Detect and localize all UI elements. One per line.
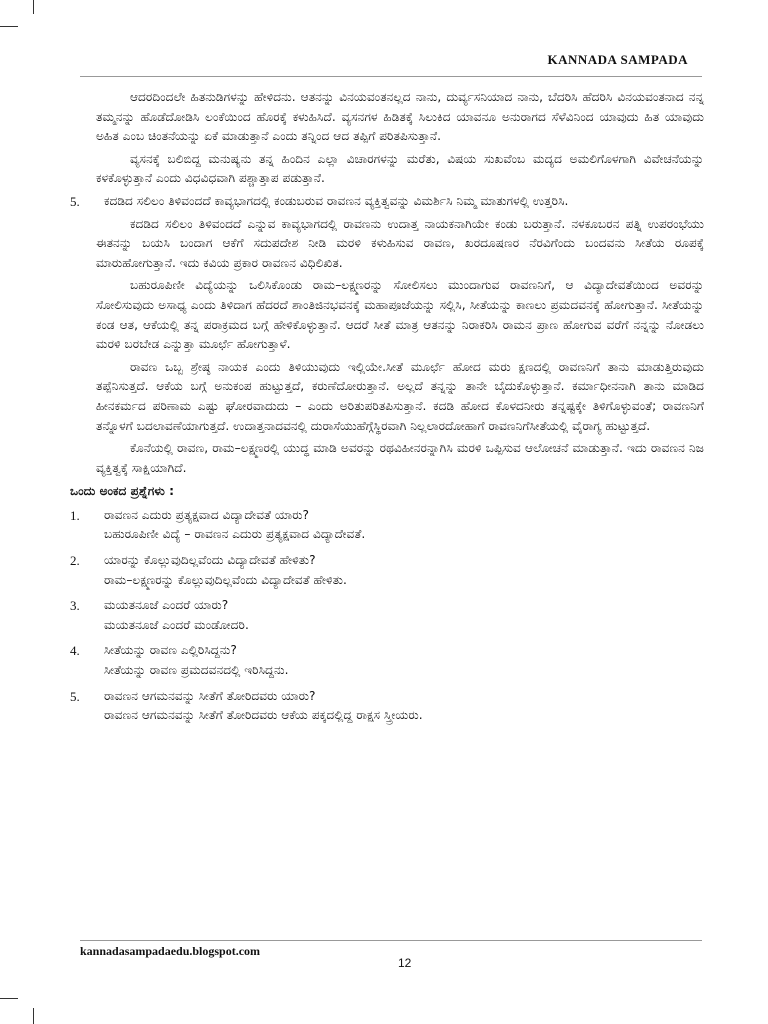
section-title: ಒಂದು ಅಂಕದ ಪ್ರಶ್ನೆಗಳು : (70, 484, 174, 499)
qa-item (70, 596, 704, 635)
answer-text: ರಾಮ–ಲಕ್ಷ್ಮಣರನ್ನು ಕೊಲ್ಲುವುದಿಲ್ಲವೆಂದು ವಿದ್ಯಾದೇವತೆ ಹೇಳಿತು. (104, 572, 347, 587)
header-rule (80, 76, 702, 77)
answer-text: ಮಯತನೂಜೆ ಎಂದರೆ ಮಂಡೋದರಿ. (104, 617, 249, 632)
question (70, 551, 704, 571)
footer-rule (80, 940, 702, 941)
crop-mark (0, 26, 18, 27)
question-number: 4. (70, 643, 80, 659)
answer-text: ಸೀತೆಯನ್ನು ರಾವಣ ಪ್ರಮದವನದಲ್ಲಿ ಇರಿಸಿದ್ದನು. (104, 663, 289, 678)
paragraph: ಬಹುರೂಪಿಣೀ ವಿದ್ಯೆಯನ್ನು ಒಲಿಸಿಕೊಂಡು ರಾಮ–ಲಕ್ಷ್ಮಣರನ್ನು ಸೋಲಿಸಲು ಮುಂದಾಗುವ ರಾವಣನಿಗೆ, ಆ ವಿದ್ಯಾದೇವತೆಯಿಂದ ಅವರನ್ನು ಸೋಲಿಸುವುದು ಅಸಾಧ್ಯ ಎಂದು ತಿಳಿದಾಗ ಹೆದರದೆ ಶಾಂತಿಜಿನಭವನಕ್ಕೆ ಮಹಾಪೂಜೆಯನ್ನು ಸಲ್ಲಿಸಿ, ಸೀತೆಯನ್ನು ಕಾಣಲು ಪ್ರಮದವನಕ್ಕೆ ಹೋಗುತ್ತಾನೆ. ಸೀತೆಯನ್ನು ಕಂಡ ಆತ, ಆಕೆಯಲ್ಲಿ ತನ್ನ ಪರಾಕ್ರಮದ ಬಗ್ಗೆ ಹೇಳಿಕೊಳ್ಳುತ್ತಾನೆ. ಆದರೆ ಸೀತೆ ಮಾತ್ರ ಆತನನ್ನು ನಿರಾಕರಿಸಿ ರಾಮನ ಪ್ರಾಣ ಹೋಗುವ ವರೆಗೆ ನನ್ನನ್ನು ನೋಡಲು ಮರಳಿ ಬರಬೇಡ ಎನ್ನುತ್ತಾ ಮೂರ್ಛೆ ಹೋಗುತ್ತಾಳೆ. (96, 278, 704, 352)
crop-mark (0, 998, 18, 999)
question (70, 192, 704, 212)
crop-mark (33, 1008, 34, 1024)
qa-item (70, 506, 704, 545)
footer-blog-link[interactable]: kannadasampadaedu.blogspot.com (80, 944, 261, 958)
qa-item (70, 551, 704, 590)
question-number: 3. (70, 598, 80, 614)
question-text: ರಾವಣನ ಎದುರು ಪ್ರತ್ಯಕ್ಷವಾದ ವಿದ್ಯಾದೇವತೆ ಯಾರು? (104, 507, 309, 522)
paragraph: ವ್ಯಸನಕ್ಕೆ ಬಲಿಬಿದ್ದ ಮನುಷ್ಯನು ತನ್ನ ಹಿಂದಿನ ಎಲ್ಲಾ ವಿಚಾರಗಳನ್ನು ಮರೆತು, ವಿಷಯ ಸುಖವೆಂಬ ಮದ್ಯದ ಅಮಲಿಗೊಳಗಾಗಿ ವಿವೇಚನೆಯನ್ನು ಕಳಕೊಳ್ಳುತ್ತಾನೆ ಎಂದು ವಿಧವಿಧವಾಗಿ ಪಶ್ಚಾತ್ತಾಪ ಪಡುತ್ತಾನೆ. (96, 151, 704, 186)
question (70, 641, 704, 661)
question-number: 1. (70, 507, 80, 523)
paragraph: ಕೊನೆಯಲ್ಲಿ ರಾವಣ, ರಾಮ–ಲಕ್ಷ್ಮಣರಲ್ಲಿ ಯುದ್ಧ ಮಾಡಿ ಅವರನ್ನು ರಥವಿಹೀನರನ್ನಾಗಿಸಿ ಮರಳಿ ಒಪ್ಪಿಸುವ ಆಲೋಚನೆ ಮಾಡುತ್ತಾನೆ. ಇದು ರಾವಣನ ನಿಜ ವ್ಯಕ್ತಿತ್ವಕ್ಕೆ ಸಾಕ್ಷಿಯಾಗಿದೆ. (96, 441, 704, 475)
paragraph: ರಾವಣ ಒಬ್ಬ ಶ್ರೇಷ್ಠ ನಾಯಕ ಎಂದು ತಿಳಿಯುವುದು ಇಲ್ಲಿಯೇ.ಸೀತೆ ಮೂರ್ಛೆ ಹೋದ ಮರು ಕ್ಷಣದಲ್ಲಿ ರಾವಣನಿಗೆ ತಾನು ಮಾಡುತ್ತಿರುವುದು ತಪ್ಪೆನಿಸುತ್ತದೆ. ಆಕೆಯ ಬಗ್ಗೆ ಅನುಕಂಪ ಹುಟ್ಟುತ್ತದೆ, ಕರುಣೆದೋರುತ್ತಾನೆ. ಅಲ್ಲದೆ ತನ್ನನ್ನು ತಾನೇ ಬೈದುಕೊಳ್ಳುತ್ತಾನೆ. ಕರ್ಮಾಧೀನನಾಗಿ ತಾನು ಮಾಡಿದ ಹೀನಕರ್ಮದ ಪರಿಣಾಮ ಎಷ್ಟು ಘೋರವಾದುದು – ಎಂದು ಅರಿತುಪರಿತಪಿಸುತ್ತಾನೆ. ಕದಡಿ ಹೋದ ಕೊಳದನೀರು ತನ್ನಷ್ಟಕ್ಕೇ ತಿಳಿಗೊಳ್ಳುವಂತೆ; ರಾವಣನಿಗೆ ತನ್ನೊಳಗೆ ಬದಲಾವಣೆಯಾಗುತ್ತದೆ. ಉದಾತ್ತನಾದವನಲ್ಲಿ ದುರಾಸೆಯುಹೆಗ್ಗೆಸ್ಥಿರವಾಗಿ ನಿಲ್ಲಲಾರದೋಹಾಗೆ ರಾವಣನಿಗೆಸೀತೆಯಲ್ಲಿ ವೈರಾಗ್ಯ ಹುಟ್ಟುತ್ತದೆ. (96, 359, 704, 433)
running-header: KANNADA SAMPADA (547, 52, 688, 67)
question (70, 596, 704, 616)
question-text: ಸೀತೆಯನ್ನು ರಾವಣ ಎಲ್ಲಿರಿಸಿದ್ದನು? (104, 643, 237, 658)
qa-item (70, 641, 704, 680)
qa-item (70, 687, 704, 726)
question-text: ಮಯತನೂಜೆ ಎಂದರೆ ಯಾರು? (104, 598, 229, 613)
question-number: 5. (70, 193, 80, 209)
paragraph: ಕದಡಿದ ಸಲಿಲಂ ತಿಳಿವಂದದೆ ಎನ್ನುವ ಕಾವ್ಯಭಾಗದಲ್ಲಿ ರಾವಣನು ಉದಾತ್ತ ನಾಯಕನಾಗಿಯೇ ಕಂಡು ಬರುತ್ತಾನೆ. ನಳಕೂಬರನ ಪತ್ನಿ ಉಪರಂಭೆಯು ಈತನನ್ನು ಬಯಸಿ ಬಂದಾಗ ಆಕೆಗೆ ಸದುಪದೇಶ ನೀಡಿ ಮರಳಿ ಕಳುಹಿಸುವ ರಾವಣ, ಖರದೂಷಣರ ನೆರವಿಗೆಂದು ಬಂದವನು ಸೀತೆಯ ರೂಪಕ್ಕೆ ಮಾರುಹೋಗುತ್ತಾನೆ. ಇದು ಕವಿಯ ಪ್ರಕಾರ ರಾವಣನ ವಿಧಿಲಿಖಿತ. (96, 216, 704, 270)
question (70, 506, 704, 526)
question-text: ಯಾರನ್ನು ಕೊಲ್ಲುವುದಿಲ್ಲವೆಂದು ವಿದ್ಯಾದೇವತೆ ಹೇಳಿತು? (104, 553, 316, 568)
page-number: 12 (398, 956, 412, 970)
crop-mark (33, 0, 34, 14)
page-body (70, 88, 704, 732)
question-number: 2. (70, 553, 80, 569)
question-number: 5. (70, 688, 80, 704)
question-text: ಕದಡಿದ ಸಲಿಲಂ ತಿಳಿವಂದದೆ ಕಾವ್ಯಭಾಗದಲ್ಲಿ ಕಂಡುಬರುವ ರಾವಣನ ವ್ಯಕ್ತಿತ್ವವನ್ನು ವಿಮರ್ಶಿಸಿ ನಿಮ್ಮ ಮಾತುಗಳಲ್ಲಿ ಉತ್ತರಿಸಿ. (104, 193, 569, 208)
question (70, 687, 704, 707)
answer-text: ರಾವಣನ ಆಗಮನವನ್ನು ಸೀತೆಗೆ ತೋರಿದವರು ಆಕೆಯ ಪಕ್ಕದಲ್ಲಿದ್ದ ರಾಕ್ಷಸ ಸ್ತ್ರೀಯರು. (104, 708, 423, 723)
question-text: ರಾವಣನ ಆಗಮನವನ್ನು ಸೀತೆಗೆ ತೋರಿದವರು ಯಾರು? (104, 688, 316, 703)
answer-text: ಬಹುರೂಪಿಣೀ ವಿದ್ಯೆ – ರಾವಣನ ಎದುರು ಪ್ರತ್ಯಕ್ಷವಾದ ವಿದ್ಯಾದೇವತೆ. (104, 527, 366, 542)
paragraph: ಆದರದಿಂದಲೇ ಹಿತನುಡಿಗಳನ್ನು ಹೇಳಿದನು. ಆತನನ್ನು ವಿನಯವಂತನಲ್ಲದ ನಾನು, ದುರ್ವ್ಯಸನಿಯಾದ ನಾನು, ಬೆದರಿಸಿ ಹೆದರಿಸಿ ವಿನಯವಂತನಾದ ನನ್ನ ತಮ್ಮನನ್ನು ಹೊಡೆದೋಡಿಸಿ ಲಂಕೆಯಿಂದ ಹೊರಕ್ಕೆ ಕಳುಹಿಸಿದೆ. ವ್ಯಸನಗಳ ಹಿಡಿತಕ್ಕೆ ಸಿಲುಕಿದ ಯಾವನೂ ಅನುರಾಗದ ಸೆಳೆವಿನಿಂದ ಯಾವುದು ಹಿತ ಯಾವುದು ಅಹಿತ ಎಂಬ ಚಿಂತನೆಯನ್ನು ಏಕೆ ಮಾಡುತ್ತಾನೆ ಎಂದು ತನ್ನಿಂದ ಆದ ತಪ್ಪಿಗೆ ಪರಿತಪಿಸುತ್ತಾನೆ. (96, 90, 704, 144)
